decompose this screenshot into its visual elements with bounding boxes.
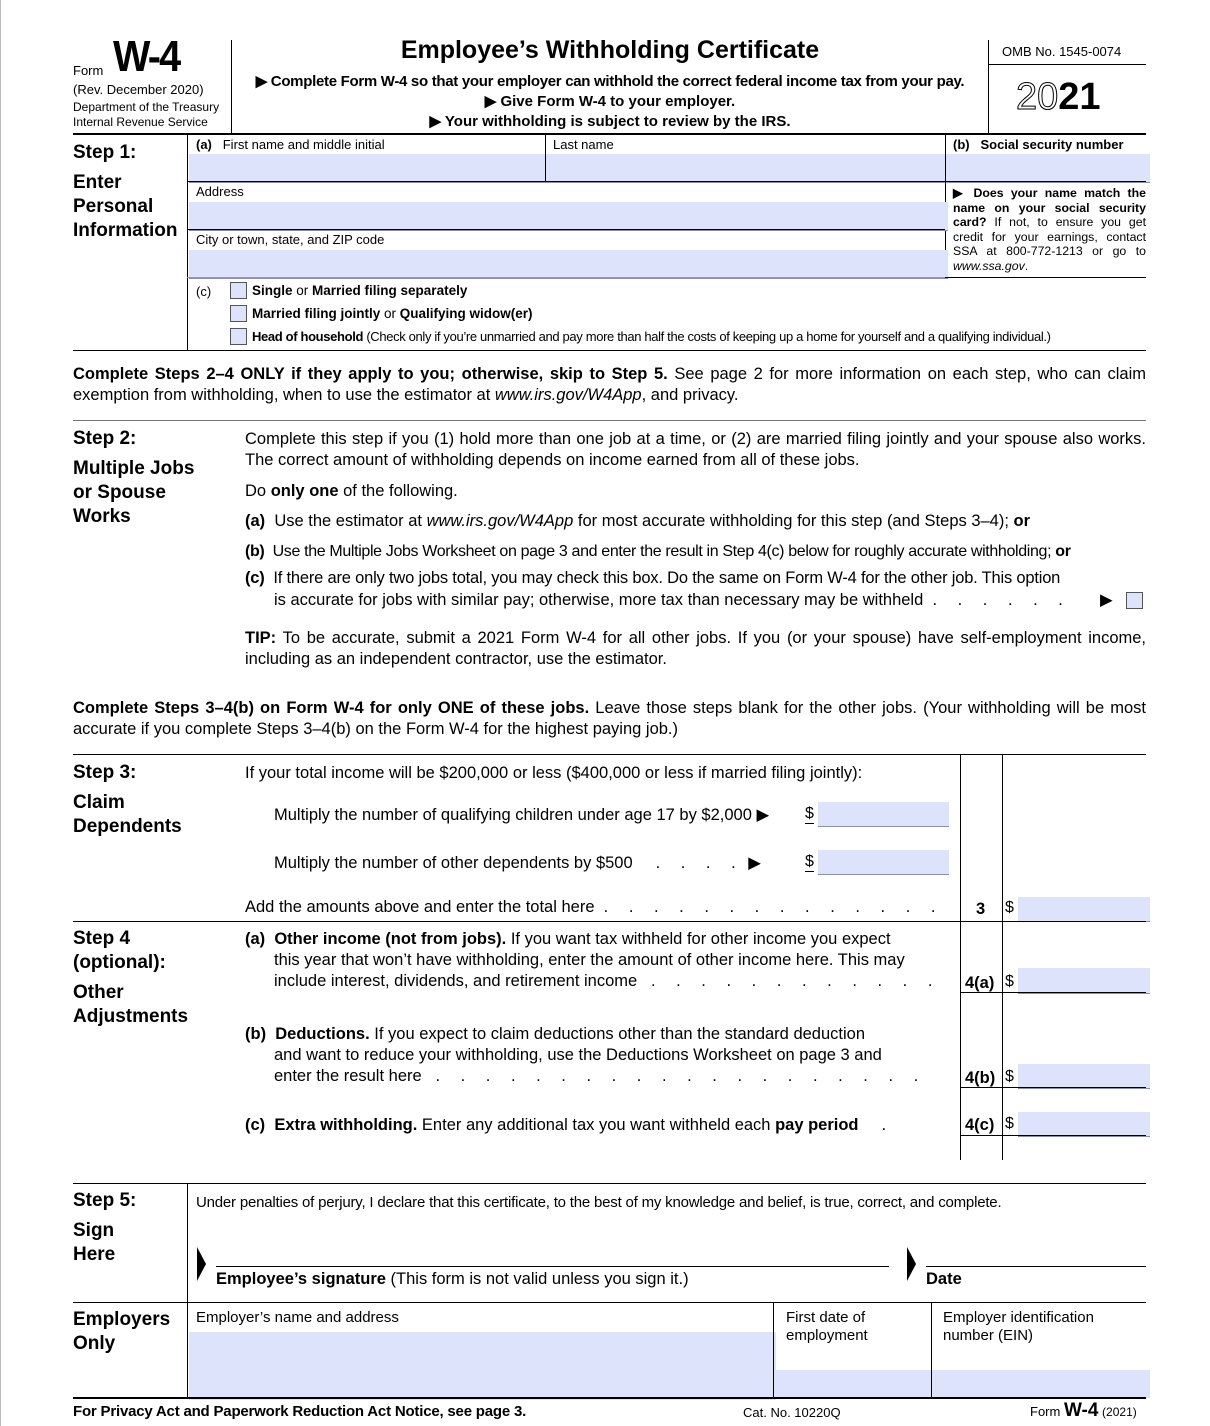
filing-status-tag: (c) xyxy=(196,284,212,299)
divider xyxy=(73,420,1146,421)
step3-total-input[interactable] xyxy=(1018,897,1150,922)
currency-symbol: $ xyxy=(805,805,814,822)
divider xyxy=(73,1183,1146,1184)
step-title-line: Information xyxy=(73,220,178,241)
line-number: 3 xyxy=(976,900,986,918)
step4a-text: (a) Other income (not from jobs). If you want tax withheld for other income you expect this year that won’t have withholding, enter the amount of other income here. This may include interest, dividends, and retirement income . . . . . . . . . . . . xyxy=(245,930,941,990)
divider xyxy=(73,754,1146,755)
instruction-line: ▶ Complete Form W-4 so that your employer can withhold the correct federal income tax from your pay. xyxy=(255,73,965,90)
step-title-line: Sign xyxy=(73,1220,115,1241)
step2-tip: TIP: To be accurate, submit a 2021 Form W-4 for all other jobs. If you (or your spouse) have self-employment income, including as an independent contractor, use the estimator. xyxy=(245,629,1146,668)
step-number: Step 3: xyxy=(73,762,137,783)
divider xyxy=(988,64,1146,65)
divider xyxy=(945,277,1146,278)
section-title-line: Employers xyxy=(73,1309,171,1330)
privacy-notice: For Privacy Act and Paperwork Reduction Act Notice, see page 3. xyxy=(73,1403,527,1420)
divider xyxy=(187,277,945,278)
ssn-label: (b) Social security number xyxy=(953,137,1124,152)
last-name-input[interactable] xyxy=(547,154,947,183)
step5-heading xyxy=(73,1189,136,1267)
step-number: Step 2: xyxy=(73,428,137,449)
divider xyxy=(931,1302,932,1398)
step-title-line: Works xyxy=(73,506,131,527)
revision-date: (Rev. December 2020) xyxy=(73,82,204,97)
filing-status-checkbox-single[interactable] xyxy=(230,282,247,299)
step1-heading xyxy=(73,141,178,243)
currency-symbol: $ xyxy=(1005,899,1014,916)
date-arrow-icon xyxy=(907,1247,916,1281)
section-title-line: Only xyxy=(73,1333,116,1354)
ssn-input[interactable] xyxy=(947,154,1150,183)
currency-symbol: $ xyxy=(1005,1068,1014,1085)
step4-heading xyxy=(73,927,188,1029)
step3-heading xyxy=(73,761,182,839)
line-number: 4(b) xyxy=(965,1069,996,1087)
step-title-line: (optional): xyxy=(73,952,166,973)
step-title-line: Other xyxy=(73,982,124,1003)
filing-status-label: Married filing jointly or Qualifying widow(er) xyxy=(252,306,533,321)
year-bold: 21 xyxy=(1058,76,1101,118)
divider xyxy=(73,350,1146,351)
step2-heading xyxy=(73,427,194,529)
other-dependents-label: Multiply the number of other dependents by $500 . . . . ▶ xyxy=(274,854,761,872)
filing-status-label: Single or Married filing separately xyxy=(252,283,468,298)
step-title-line: or Spouse xyxy=(73,482,166,503)
first-name-label: (a) First name and middle initial xyxy=(196,137,385,152)
line-number: 4(c) xyxy=(965,1116,995,1134)
other-dependents-amount-input[interactable] xyxy=(818,850,949,875)
form-label: Form xyxy=(73,63,104,78)
other-income-input[interactable] xyxy=(1018,968,1150,994)
city-label: City or town, state, and ZIP code xyxy=(196,232,385,247)
currency-symbol: $ xyxy=(1005,1115,1014,1132)
step3-intro: If your total income will be $200,000 or less ($400,000 or less if married filing jointly): xyxy=(245,764,863,782)
step4c-text: (c) Extra withholding. Enter any additional tax you want withheld each pay period . xyxy=(245,1116,887,1134)
address-label: Address xyxy=(196,184,244,199)
estimator-link[interactable]: www.irs.gov/W4App xyxy=(494,386,642,404)
deductions-input[interactable] xyxy=(1018,1064,1150,1089)
step-title-line: Multiple Jobs xyxy=(73,458,195,479)
tax-year xyxy=(1016,76,1101,119)
arrow-icon: ▶ xyxy=(1100,591,1113,609)
filing-status-checkbox-head-of-household[interactable] xyxy=(230,328,247,345)
divider xyxy=(73,921,1146,922)
divider xyxy=(960,1135,1146,1136)
form-number: W-4 xyxy=(113,32,180,81)
step-title-line: Here xyxy=(73,1244,116,1265)
step2-option-b: (b) Use the Multiple Jobs Worksheet on page 3 and enter the result in Step 4(c) below for roughly accurate withholding; or xyxy=(245,543,1071,560)
ssa-link[interactable]: www.ssa.gov xyxy=(953,258,1025,273)
divider xyxy=(545,134,546,182)
steps-intro: Complete Steps 2–4 ONLY if they apply to you; otherwise, skip to Step 5. See page 2 for more information on each step, who can claim exemption from withholding, when to use the estimator at www.irs.gov/W4App, and privacy. xyxy=(73,365,1147,404)
first-date-input[interactable] xyxy=(775,1370,934,1398)
divider xyxy=(187,1183,188,1398)
omb-number: OMB No. 1545-0074 xyxy=(1002,44,1122,59)
divider xyxy=(73,1397,1146,1399)
divider xyxy=(988,40,989,134)
divider xyxy=(187,134,188,350)
employer-name-label: Employer’s name and address xyxy=(196,1309,399,1326)
ssa-note: ▶ Does your name match the name on your social security card? If not, to ensure you get credit for your earnings, contact SSA at 800-772-1213 or go to www.ssa.gov. xyxy=(953,186,1147,273)
step-title-line: Dependents xyxy=(73,816,182,837)
date-line[interactable] xyxy=(926,1266,1146,1267)
divider xyxy=(773,1302,774,1398)
filing-status-label: Head of household (Check only if you’re unmarried and pay more than half the costs of keeping up a home for yourself and a qualifying individual.) xyxy=(252,329,1051,344)
step-title-line: Personal xyxy=(73,196,154,217)
currency-symbol: $ xyxy=(805,853,814,870)
step-number: Step 1: xyxy=(73,142,137,163)
step2-option-c-cont: is accurate for jobs with similar pay; otherwise, more tax than necessary may be withheld . . . . . . xyxy=(274,591,1071,609)
form-title: Employee’s Withholding Certificate xyxy=(400,36,820,64)
department: Department of the Treasury xyxy=(73,100,220,114)
instruction-line: ▶ Your withholding is subject to review by the IRS. xyxy=(429,113,791,130)
agency: Internal Revenue Service xyxy=(73,115,208,129)
divider xyxy=(960,1087,1146,1088)
extra-withholding-input[interactable] xyxy=(1018,1112,1150,1137)
step-title-line: Adjustments xyxy=(73,1006,189,1027)
first-name-input[interactable] xyxy=(189,154,548,183)
page-edge xyxy=(0,0,1,1426)
divider xyxy=(960,754,961,1160)
children-label: Multiply the number of qualifying children under age 17 by $2,000 ▶ xyxy=(274,806,770,824)
line-number: 4(a) xyxy=(965,974,995,992)
filing-status-checkbox-married-jointly[interactable] xyxy=(230,305,247,322)
qualifying-children-amount-input[interactable] xyxy=(818,802,949,827)
divider xyxy=(73,133,1146,135)
currency-symbol: $ xyxy=(1005,973,1014,990)
divider xyxy=(960,992,1146,993)
perjury-declaration: Under penalties of perjury, I declare that this certificate, to the best of my knowledge and belief, is true, correct, and complete. xyxy=(196,1194,1002,1211)
step-number: Step 5: xyxy=(73,1190,137,1211)
two-jobs-checkbox[interactable] xyxy=(1126,592,1143,609)
signature-label: Employee’s signature (This form is not valid unless you sign it.) xyxy=(216,1270,689,1288)
divider xyxy=(73,1302,1146,1303)
instruction-line: ▶ Give Form W-4 to your employer. xyxy=(484,93,736,110)
step2-option-a: (a) Use the estimator at www.irs.gov/W4App for most accurate withholding for this step (and Steps 3–4); or xyxy=(245,512,1031,530)
sign-arrow-icon xyxy=(197,1247,206,1281)
step-title-line: Claim xyxy=(73,792,125,813)
divider xyxy=(187,229,945,230)
ein-input[interactable] xyxy=(933,1370,1150,1398)
ein-label: Employer identification number (EIN) xyxy=(943,1309,1094,1344)
step4b-text: (b) Deductions. If you expect to claim deductions other than the standard deduction and want to reduce your withholding, use the Deductions Worksheet on page 3 and enter the result here . . . . . . . . . . . . . . . . . . . . xyxy=(245,1025,927,1085)
header-instructions xyxy=(232,72,988,132)
step2-do-one: Do only one of the following. xyxy=(245,482,458,500)
step-number: Step 4 xyxy=(73,928,131,949)
catalog-number: Cat. No. 10220Q xyxy=(743,1405,841,1420)
address-input[interactable] xyxy=(189,202,948,231)
step-title-line: Enter xyxy=(73,172,122,193)
divider xyxy=(1002,754,1003,1160)
year-outline: 20 xyxy=(1016,76,1059,118)
last-name-label: Last name xyxy=(553,137,614,152)
steps34-note: Complete Steps 3–4(b) on Form W-4 for only ONE of these jobs. Leave those steps blank for the other jobs. (Your withholding will be most accurate if you complete Steps 3–4(b) on the Form W-4 for the highest paying job.) xyxy=(73,699,1146,738)
estimator-link[interactable]: www.irs.gov/W4App xyxy=(426,512,574,530)
employer-name-address-input[interactable] xyxy=(189,1332,776,1400)
signature-line[interactable] xyxy=(216,1266,889,1267)
step2-option-c: (c) If there are only two jobs total, you may check this box. Do the same on Form W-4 for the other job. This option xyxy=(245,569,1061,587)
first-date-label: First date of employment xyxy=(786,1309,868,1344)
date-label: Date xyxy=(926,1270,962,1288)
divider xyxy=(187,181,1146,182)
footer-form-id: Form W-4 (2021) xyxy=(1030,1400,1137,1421)
step3-total-label: Add the amounts above and enter the total here . . . . . . . . . . . . . . xyxy=(245,898,944,916)
city-state-zip-input[interactable] xyxy=(189,250,948,279)
employers-heading xyxy=(73,1308,170,1356)
step2-description: Complete this step if you (1) hold more than one job at a time, or (2) are married filing jointly and your spouse also works. The correct amount of withholding depends on income earned from all of these jobs. xyxy=(245,430,1146,469)
